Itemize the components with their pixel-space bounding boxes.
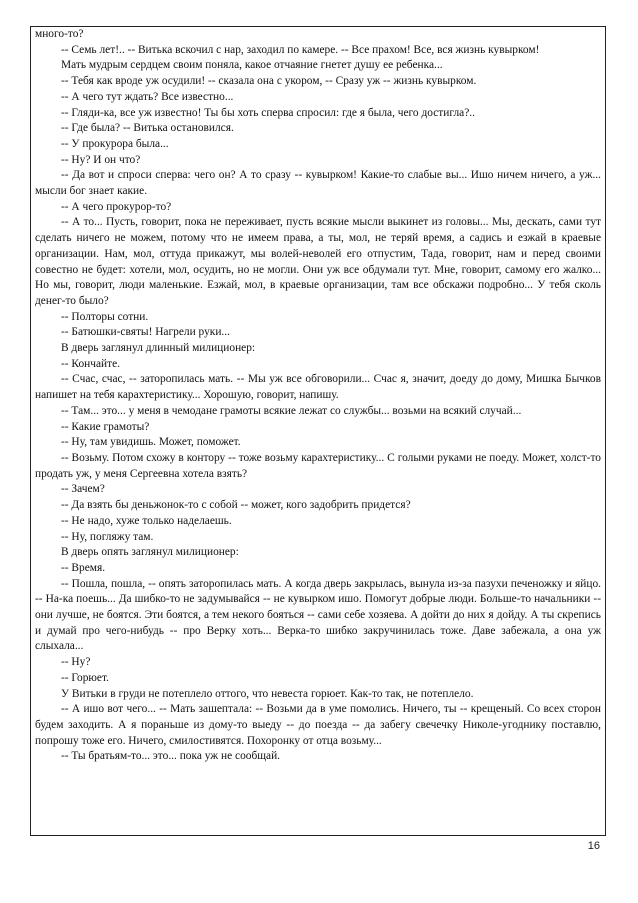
paragraph: -- Кончайте. — [61, 357, 121, 370]
paragraph: -- Да взять бы деньжонок-то с собой -- может, кого задобрить придется? — [61, 499, 411, 512]
paragraph: Мать мудрым сердцем своим поняла, какое отчаяние гнетет душу ее ребенка... — [61, 59, 443, 72]
paragraph: -- Гляди-ка, все уж известно! Ты бы хоть сперва спросил: где я была, чего достигла?.. — [61, 106, 475, 119]
paragraph: -- Батюшки-святы! Нагрели руки... — [61, 326, 230, 339]
paragraph: -- Полторы сотни. — [61, 310, 149, 323]
paragraph: -- А чего прокурор-то? — [61, 200, 172, 213]
paragraph: -- Какие грамоты? — [61, 420, 150, 433]
paragraph: -- Да вот и спроси сперва: чего он? А то сразу -- кувырком! Какие-то слабые вы... Ишо ничем ничего, а уж... мысли бог знает какие. — [35, 169, 601, 198]
paragraph: много-то? — [35, 28, 84, 40]
paragraph: -- Счас, счас, -- заторопилась мать. -- Мы уж все обговорили... Счас я, значит, доеду до дому, Мишка Бычков напишет на тебя карахтеристику... Хорошую, говорит, напишу. — [35, 373, 601, 402]
paragraph: -- А ишо вот чего... -- Мать зашептала: -- Возьми да в уме помолись. Ничего, ты -- крещеный. Со всех сторон будем заходить. А я пораньше из дому-то выеду -- до поезда -- да забегу свечечку Николе-угоднику поставлю, попрошу тоже его. Ничего, смилостивятся. Похоронку от отца возьму... — [35, 703, 601, 747]
paragraph: -- Ну, там увидишь. Может, поможет. — [61, 436, 241, 449]
paragraph: -- Там... это... у меня в чемодане грамоты всякие лежат со службы... возьми на всякий случай... — [61, 404, 522, 417]
paragraph: -- У прокурора была... — [61, 137, 169, 150]
paragraph: -- Ну? — [61, 656, 91, 669]
paragraph: -- Не надо, хуже только наделаешь. — [61, 514, 232, 527]
paragraph: -- Где была? -- Витька остановился. — [61, 122, 234, 135]
paragraph: -- Зачем? — [61, 483, 105, 496]
paragraph: У Витьки в груди не потеплело оттого, что невеста горюет. Как-то так, не потеплело. — [61, 687, 474, 700]
paragraph: -- Возьму. Потом схожу в контору -- тоже возьму карахтеристику... С голыми руками не поеду. Может, холст-то продать уж, у меня Сергеевна хотела взять? — [35, 451, 601, 480]
page-number: 16 — [587, 840, 600, 852]
paragraph: В дверь опять заглянул милиционер: — [61, 546, 239, 559]
paragraph: -- Тебя как вроде уж осудили! -- сказала она с укором, -- Сразу уж -- жизнь кувырком. — [61, 75, 477, 88]
paragraph: -- Пошла, пошла, -- опять заторопилась мать. А когда дверь закрылась, вынула из-за пазухи печеножку и яйцо. -- На-ка поешь... Да шибко-то не задумывайся -- не кувырком ишо. Помогут добрые люди. Больше-то начальники -- они лучше, не боятся. Эти боятся, а тем некого бояться -- сами себе хозяева. А дойти до них я дойду. А ты скрепись и думай про чего-нибудь -- про Верку хоть... Верка-то шибко закручинилась тоже. Даве забежала, а она уж слыхала... — [35, 577, 601, 653]
paragraph: -- Ну? И он что? — [61, 153, 141, 166]
page-frame — [30, 26, 606, 836]
body-text — [35, 27, 601, 765]
paragraph: -- Время. — [61, 561, 106, 574]
paragraph: -- А то... Пусть, говорит, пока не переживает, пусть всякие мысли выкинет из головы... Мы, дескать, сами тут сделать ничего не можем, потому что не имеем права, а ты, мол, не теряй время, а садись и езжай в краевые организации. Нам, мол, оттуда прикажут, мы волей-неволей его отпустим, Тада, говорит, нам и перед своими совестно не будет: хотели, мол, осудить, но не могли. Они уж все обдумали тут. Мне, говорит, самому его жалко... Но мы, говорит, люди маленькие. Езжай, мол, в краевые организации, там все обскажи подробно... У тебя сколь денег-то было? — [35, 216, 601, 307]
paragraph: -- А чего тут ждать? Все известно... — [61, 90, 234, 103]
paragraph: -- Ну, погляжу там. — [61, 530, 154, 543]
paragraph: -- Горюет. — [61, 671, 109, 684]
paragraph: -- Ты братьям-то... это... пока уж не сообщай. — [61, 750, 281, 763]
paragraph: В дверь заглянул длинный милиционер: — [61, 342, 256, 355]
paragraph: -- Семь лет!.. -- Витька вскочил с нар, заходил по камере. -- Все прахом! Все, вся жизнь кувырком! — [61, 43, 540, 56]
